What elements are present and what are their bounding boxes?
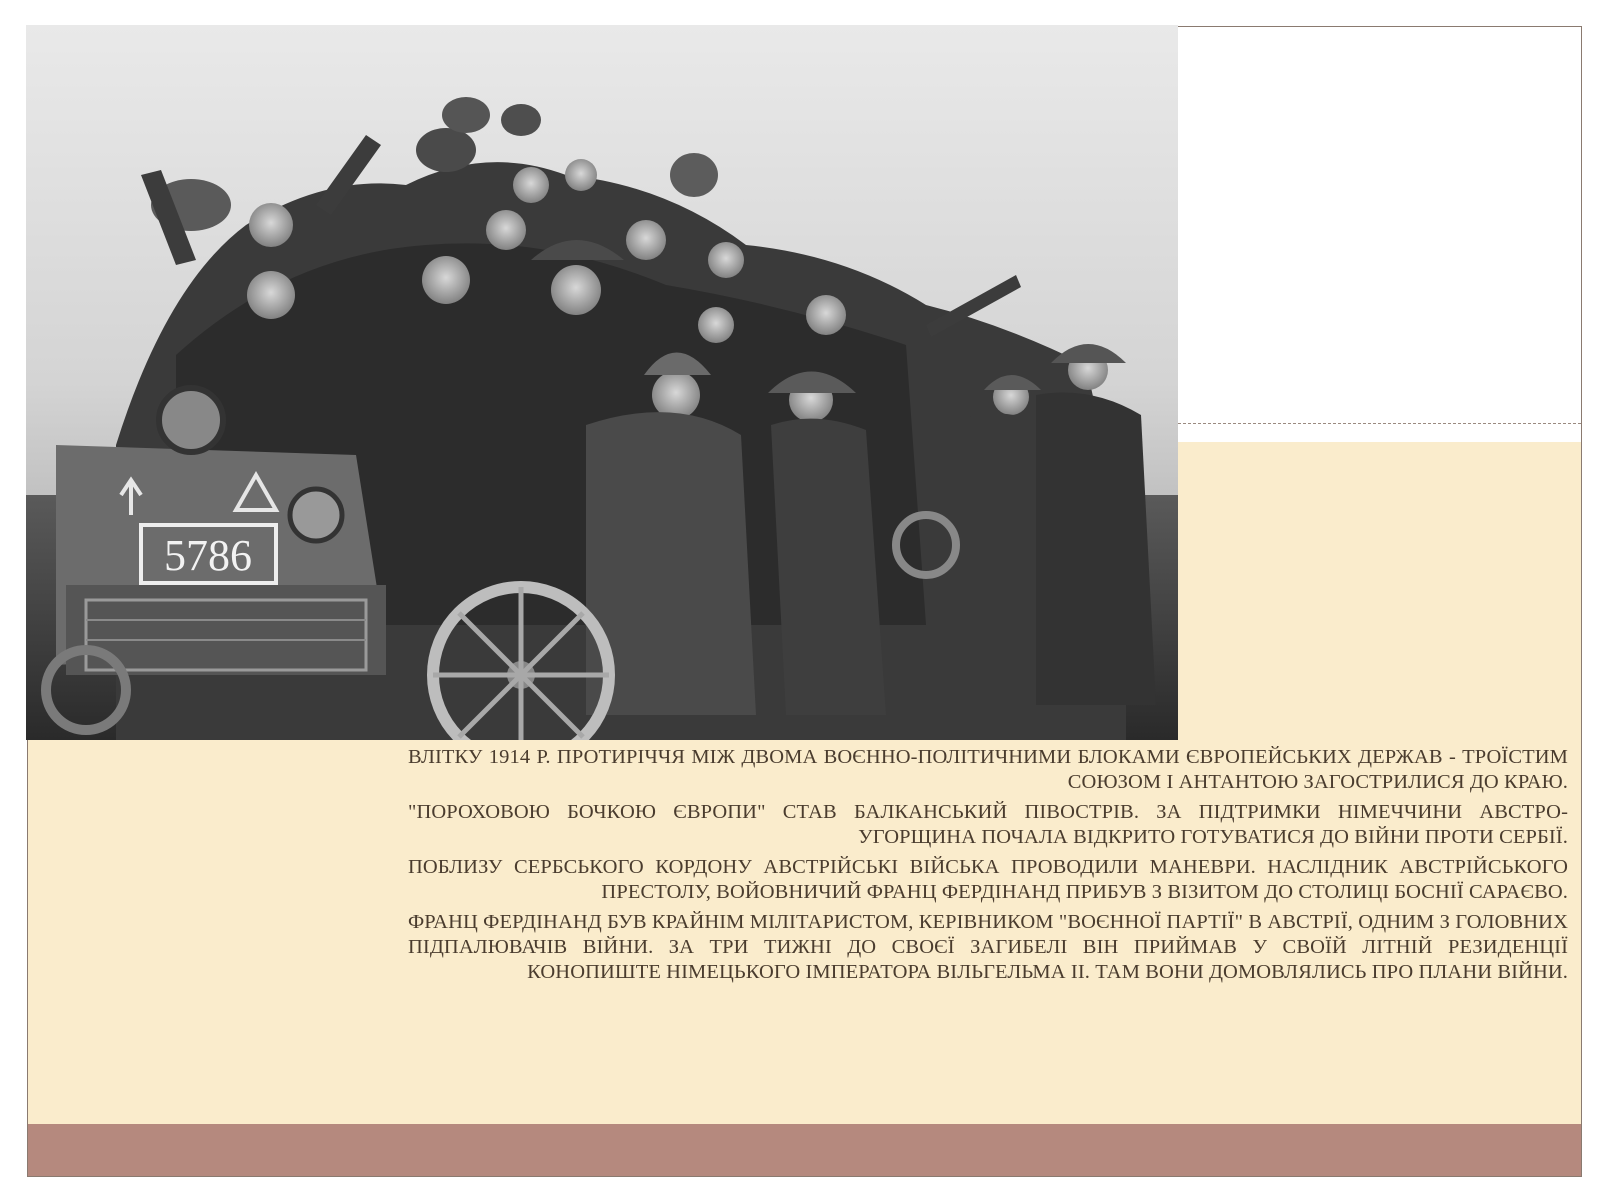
main-text (408, 745, 1568, 990)
paragraph-1: ВЛІТКУ 1914 Р. ПРОТИРІЧЧЯ МІЖ ДВОМА ВОЄННО-ПОЛІТИЧНИМИ БЛОКАМИ ЄВРОПЕЙСЬКИХ ДЕРЖАВ - ТРОЇСТИМ СОЮЗОМ І АНТАНТОЮ ЗАГОСТРИЛИСЯ ДО КРАЮ. (408, 746, 1568, 793)
footer-bar (28, 1124, 1581, 1176)
slide (27, 26, 1582, 1177)
truck-plate-number: 5786 (164, 531, 252, 580)
paragraph-4: ФРАНЦ ФЕРДІНАНД БУВ КРАЙНІМ МІЛІТАРИСТОМ, КЕРІВНИКОМ "ВОЄННОЇ ПАРТІЇ" В АВСТРІЇ, ОДНИМ З ГОЛОВНИХ ПІДПАЛЮВАЧІВ ВІЙНИ. ЗА ТРИ ТИЖНІ ДО СВОЄЇ ЗАГИБЕЛІ ВІН ПРИЙМАВ У СВОЇЙ ЛІТНІЙ РЕЗИДЕНЦІЇ КОНОПИШТЕ НІМЕЦЬКОГО ІМПЕРАТОРА ВІЛЬГЕЛЬМА ІІ. ТАМ ВОНИ ДОМОВЛЯЛИСЬ ПРО ПЛАНИ ВІЙНИ. (408, 911, 1568, 983)
dashed-divider (1178, 423, 1581, 424)
historical-photo (26, 25, 1178, 740)
paragraph-2: "ПОРОХОВОЮ БОЧКОЮ ЄВРОПИ" СТАВ БАЛКАНСЬКИЙ ПІВОСТРІВ. ЗА ПІДТРИМКИ НІМЕЧЧИНИ АВСТРО-УГОРЩИНА ПОЧАЛА ВІДКРИТО ГОТУВАТИСЯ ДО ВІЙНИ ПРОТИ СЕРБІЇ. (408, 801, 1568, 848)
paragraph-3: ПОБЛИЗУ СЕРБСЬКОГО КОРДОНУ АВСТРІЙСЬКІ ВІЙСЬКА ПРОВОДИЛИ МАНЕВРИ. НАСЛІДНИК АВСТРІЙСЬКОГО ПРЕСТОЛУ, ВОЙОВНИЧИЙ ФРАНЦ ФЕРДІНАНД ПРИБУВ З ВІЗИТОМ ДО СТОЛИЦІ БОСНІЇ САРАЄВО. (408, 856, 1568, 903)
